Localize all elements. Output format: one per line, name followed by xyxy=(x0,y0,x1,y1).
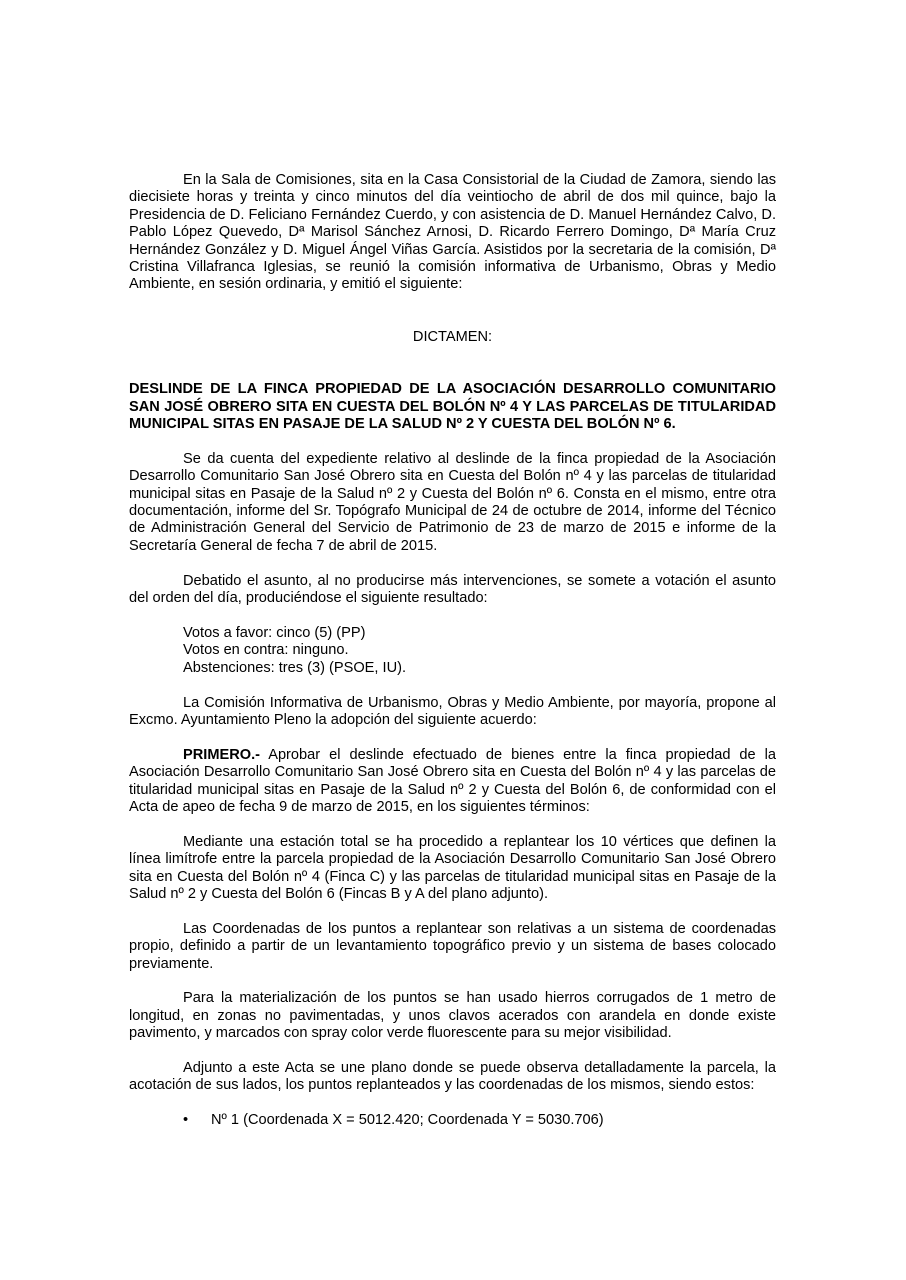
primero-label: PRIMERO.- xyxy=(183,746,261,763)
expediente-paragraph: Se da cuenta del expediente relativo al deslinde de la finca propiedad de la Asociación Desarrollo Comunitario San José Obrero sita en Cuesta del Bolón nº 4 y las parcelas de titularidad municipal sitas en Pasaje de la Salud nº 2 y Cuesta del Bolón nº 6. Consta en el mismo, entre otra documentación, informe del Sr. Topógrafo Municipal de 24 de octubre de 2014, informe del Técnico de Administración General del Servicio de Patrimonio de 23 de marzo de 2015 e informe de la Secretaría General de fecha 7 de abril de 2015. xyxy=(129,450,776,554)
bullet-icon: • xyxy=(183,1112,189,1129)
point-text: Nº 1 (Coordenada X = 5012.420; Coordenada Y = 5030.706) xyxy=(211,1112,604,1129)
propone-paragraph: La Comisión Informativa de Urbanismo, Obras y Medio Ambiente, por mayoría, propone al Excmo. Ayuntamiento Pleno la adopción del siguiente acuerdo: xyxy=(129,694,776,728)
coordenadas-paragraph: Las Coordenadas de los puntos a replantear son relativas a un sistema de coordenadas propio, definido a partir de un levantamiento topográfico previo y un sistema de bases colocado previamente. xyxy=(129,920,776,972)
list-item xyxy=(129,1112,776,1129)
materializacion-paragraph: Para la materialización de los puntos se han usado hierros corrugados de 1 metro de longitud, en zonas no pavimentadas, y unos clavos acerados con arandela en donde existe pavimento, y marcados con spray color verde fluorescente para su mejor visibilidad. xyxy=(129,990,776,1042)
intro-paragraph: En la Sala de Comisiones, sita en la Casa Consistorial de la Ciudad de Zamora, siendo las diecisiete horas y treinta y cinco minutos del día veintiocho de abril de dos mil quince, bajo la Presidencia de D. Feliciano Fernández Cuerdo, y con asistencia de D. Manuel Hernández Calvo, D. Pablo López Quevedo, Dª Marisol Sánchez Arnosi, D. Ricardo Ferrero Domingo, Dª María Cruz Hernández González y D. Miguel Ángel Viñas García. Asistidos por la secretaria de la comisión, Dª Cristina Villafranca Iglesias, se reunió la comisión informativa de Urbanismo, Obras y Medio Ambiente, en sesión ordinaria, y emitió el siguiente: xyxy=(129,172,776,293)
primero-paragraph xyxy=(129,747,776,817)
votes-abstenciones: Abstenciones: tres (3) (PSOE, IU). xyxy=(183,659,407,676)
points-list xyxy=(129,1112,776,1129)
debate-paragraph: Debatido el asunto, al no producirse más intervenciones, se somete a votación el asunto del orden del día, produciéndose el siguiente resultado: xyxy=(129,572,776,607)
primero-text: Aprobar el deslinde efectuado de bienes entre la finca propiedad de la Asociación Desarrollo Comunitario San José Obrero sita en Cuesta del Bolón nº 4 y las parcelas de titularidad municipal sitas en Pasaje de la Salud nº 2 y Cuesta del Bolón 6, de conformidad con el Acta de apeo de fecha 9 de marzo de 2015, en los siguientes términos: xyxy=(129,746,776,815)
votes-block xyxy=(129,625,776,677)
adjunto-paragraph: Adjunto a este Acta se une plano donde se puede observa detalladamente la parcela, la acotación de sus lados, los puntos replanteados y las coordenadas de los mismos, siendo estos: xyxy=(129,1059,776,1094)
votes-favor: Votos a favor: cinco (5) (PP) xyxy=(183,624,366,641)
votes-contra: Votos en contra: ninguno. xyxy=(183,642,349,659)
estacion-paragraph: Mediante una estación total se ha procedido a replantear los 10 vértices que definen la línea limítrofe entre la parcela propiedad de la Asociación Desarrollo Comunitario San José Obrero sita en Cuesta del Bolón nº 4 (Finca C) y las parcelas de titularidad municipal sitas en Pasaje de la Salud nº 2 y Cuesta del Bolón 6 (Fincas B y A del plano adjunto). xyxy=(129,833,776,902)
document-page xyxy=(129,172,776,1130)
dictamen-heading: DICTAMEN: xyxy=(412,328,493,345)
subject-title: DESLINDE DE LA FINCA PROPIEDAD DE LA ASOCIACIÓN DESARROLLO COMUNITARIO SAN JOSÉ OBRERO SITA EN CUESTA DEL BOLÓN Nº 4 Y LAS PARCELAS DE TITULARIDAD MUNICIPAL SITAS EN PASAJE DE LA SALUD Nº 2 Y CUESTA DEL BOLÓN Nº 6. xyxy=(129,381,776,433)
